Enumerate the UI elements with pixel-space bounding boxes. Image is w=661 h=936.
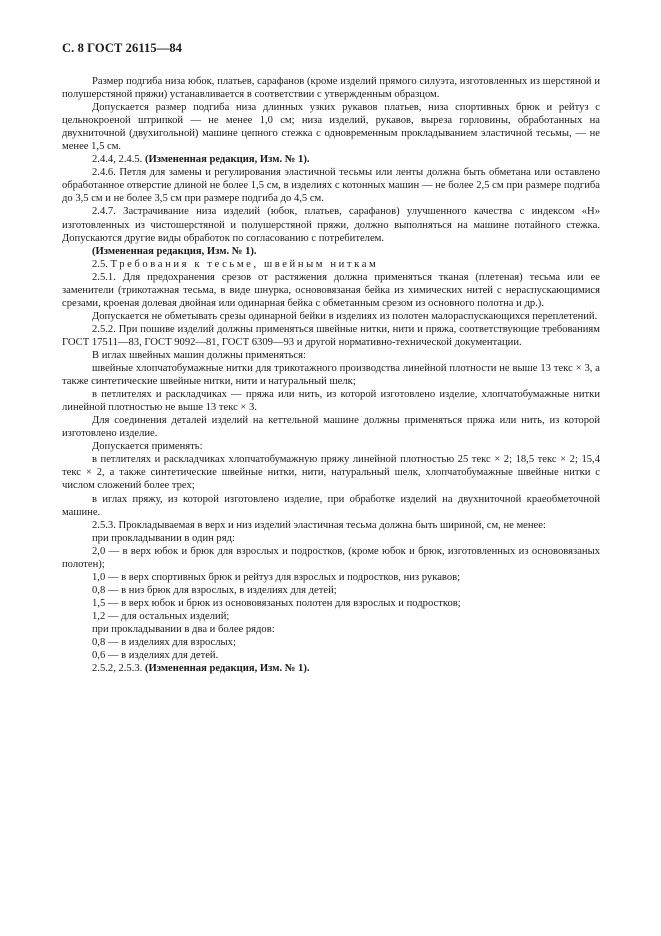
paragraph: при прокладывании в два и более рядов: (92, 623, 275, 635)
paragraph: Допускается размер подгиба низа длинных узких рукавов платьев, низа спортивных брюк и рейтуз с цельнокроеной штрипкой — не менее 1,0 см; низа изделий, рукавов, выреза горловины, обработанных на двухниточной (двухигольной) машине цепного стежка с одновременным прокладыванием эластичной тесьмы, — не менее 1,5 см. (62, 102, 600, 153)
paragraph (62, 662, 600, 675)
paragraph: Для соединения деталей изделий на кеттельной машине должны применяться пряжа или нить, из которой изготовлено изделие. (62, 415, 600, 440)
paragraph: 2.5.2. При пошиве изделий должны применяться швейные нитки, нити и пряжа, соответствующие требованиям ГОСТ 17511—83, ГОСТ 9092—81, ГОСТ 6309—93 и другой нормативно-технической документации. (62, 323, 600, 348)
paragraph: 2.4.6. Петля для замены и регулирования эластичной тесьмы или ленты должна быть обметана или оставлено обработанное отверстие длиной не более 1,5 см, в изделиях с котонных машин — не более 2,5 см при размере подгиба до 3,5 см и не более 3,5 см при размере подгиба до 4,5 см. (62, 167, 600, 205)
paragraph: В иглах швейных машин должны применяться: (92, 349, 306, 361)
paragraph: в петлителях и раскладчиках — пряжа или нить, из которой изготовлено изделие, хлопчатобумажные нитки линейной плотностью не выше 13 текс × 3. (62, 389, 600, 414)
section-number: 2.5. (92, 258, 111, 270)
paragraph: в иглах пряжу, из которой изготовлено изделие, при обработке изделий на двухниточной краеобметочной машине. (62, 493, 600, 518)
list-item: 2,0 — в верх юбок и брюк для взрослых и подростков, (кроме юбок и брюк, изготовленных из основовязаных полотен); (62, 545, 600, 570)
paragraph: 2.5.3. Прокладываемая в верх и низ изделий эластичная тесьма должна быть шириной, см, не менее: (92, 519, 546, 531)
section-heading (62, 258, 600, 271)
list-item: 1,0 — в верх спортивных брюк и рейтуз для взрослых и подростков, низ рукавов; (92, 571, 461, 583)
paragraph: Допускается применять: (92, 441, 203, 453)
paragraph: Допускается не обметывать срезы одинарной бейки в изделиях из полотен малораспускающихся переплетений. (92, 310, 598, 322)
clause-number: 2.5.2, 2.5.3. (92, 663, 145, 675)
amendment-note: (Измененная редакция, Изм. № 1). (92, 245, 257, 257)
section-title: Требования к тесьме, швейным ниткам (110, 258, 379, 270)
list-item: 0,8 — в низ брюк для взрослых, в изделиях для детей; (92, 584, 337, 596)
list-item: 0,6 — в изделиях для детей. (92, 650, 219, 662)
page-header: С. 8 ГОСТ 26115—84 (62, 41, 183, 55)
clause-number: 2.4.4, 2.4.5. (92, 154, 145, 166)
paragraph: в петлителях и раскладчиках хлопчатобумажную пряжу линейной плотностью 25 текс × 2; 18,5 текс × 2; 15,4 текс × 2, а также синтетические швейные нитки, нити, натуральный шелк, хлопчатобумажные швейные нитки с числом сложений более трех; (62, 454, 600, 492)
paragraph: при прокладывании в один ряд: (92, 532, 235, 544)
list-item: 1,2 — для остальных изделий; (92, 610, 230, 622)
paragraph: 2.4.7. Застрачивание низа изделий (юбок, платьев, сарафанов) улучшенного качества с индексом «Н» изготовленных из чистошерстяной и полушерстяной пряжи, должно выполняться на машине потайного стежка. Допускаются другие виды обработок по согласованию с потребителем. (62, 206, 600, 244)
list-item: 0,8 — в изделиях для взрослых; (92, 637, 236, 649)
paragraph: 2.5.1. Для предохранения срезов от растяжения должна применяться тканая (плетеная) тесьма или ее заменители (трикотажная тесьма, в виде шнурка, основовязаная бейка из химических нитей с нераспускающимися срезами, кроеная долевая двойная или одинарная бейка с обметанным срезом из основного полотна и др.). (62, 271, 600, 309)
paragraph: швейные хлопчатобумажные нитки для трикотажного производства линейной плотности не выше 13 текс × 3, а также синтетические швейные нитки, нити и натуральный шелк; (62, 363, 600, 388)
paragraph: Размер подгиба низа юбок, платьев, сарафанов (кроме изделий прямого силуэта, изготовленных из шерстяной и полушерстяной пряжи) устанавливается в соответствии с утвержденным образцом. (62, 76, 600, 101)
document-body (62, 75, 600, 675)
list-item: 1,5 — в верх юбок и брюк из основовязаных полотен для взрослых и подростков; (92, 597, 461, 609)
amendment-note: (Измененная редакция, Изм. № 1). (144, 154, 310, 166)
amendment-note: (Измененная редакция, Изм. № 1). (144, 663, 310, 675)
paragraph (62, 153, 600, 166)
